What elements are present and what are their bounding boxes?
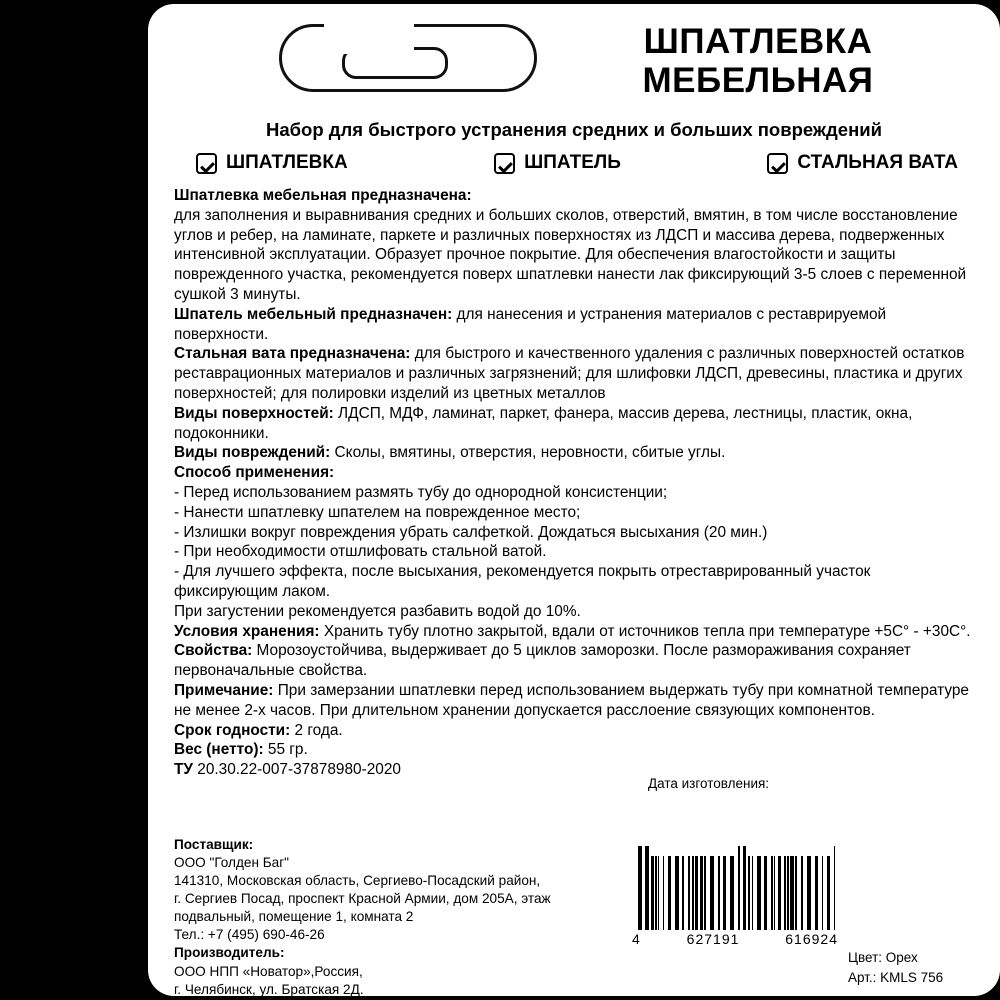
barcode-digit-left: 4 bbox=[632, 931, 641, 947]
section-text: Морозоустойчива, выдерживает до 5 циклов заморозки. После размораживания сохраняет первоначальные свойства. bbox=[174, 642, 911, 680]
section-heading: Шпатлевка мебельная предназначена: bbox=[174, 187, 472, 204]
description-body bbox=[174, 186, 974, 780]
supplier-line: г. Сергиев Посад, проспект Красной Армии, дом 205А, этаж bbox=[174, 891, 551, 907]
section-text: 2 года. bbox=[290, 721, 343, 739]
section-tu-standard bbox=[174, 760, 974, 780]
section-text: для нанесения и устранения материалов с реставрируемой поверхности. bbox=[174, 305, 887, 343]
title-line-1: ШПАТЛЕВКА bbox=[643, 22, 873, 61]
usage-step: - Излишки вокруг повреждения убрать салфеткой. Дождаться высыхания (20 мин.) bbox=[174, 523, 768, 541]
section-heading: Способ применения: bbox=[174, 464, 335, 482]
barcode bbox=[632, 846, 838, 947]
section-heading: Срок годности: bbox=[174, 721, 291, 739]
section-heading: Виды поверхностей: bbox=[174, 404, 334, 422]
section-heading: Виды повреждений: bbox=[174, 444, 331, 462]
supplier-line: подвальный, помещение 1, комната 2 bbox=[174, 909, 414, 925]
usage-step: - При необходимости отшлифовать стальной ватой. bbox=[174, 543, 547, 561]
title-line-2: МЕБЕЛЬНАЯ bbox=[642, 61, 874, 101]
subtitle: Набор для быстрого устранения средних и больших повреждений bbox=[265, 119, 883, 140]
product-label-card bbox=[148, 4, 1000, 996]
section-text: 55 гр. bbox=[263, 741, 308, 759]
section-text: для заполнения и выравнивания средних и больших сколов, отверстий, вмятин, в том числе восстановление углов и ребер, на ламинате, паркете и различных поверхностях из ЛДСП и массива дерева, подверженных интенсивной эксплуатации. Образует прочное покрытие. Для обеспечения влагостойкости и защиты поврежденного участка, рекомендуется поверх шпатлевки нанести лак фиксирующий 3-5 слоев с переменной сушкой 3 минуты. bbox=[174, 206, 967, 303]
section-usage-heading bbox=[174, 463, 974, 483]
section-heading: Примечание: bbox=[174, 681, 274, 699]
section-weight bbox=[174, 740, 974, 760]
section-heading: ТУ bbox=[174, 761, 193, 779]
product-meta bbox=[848, 948, 943, 987]
section-purpose-spatula bbox=[174, 305, 974, 345]
barcode-group-2: 616924 bbox=[785, 931, 838, 947]
supplier-heading: Поставщик: bbox=[174, 837, 254, 852]
checklist-label: ШПАТЕЛЬ bbox=[524, 152, 621, 173]
section-heading: Шпатель мебельный предназначен: bbox=[174, 305, 453, 323]
section-shelf-life bbox=[174, 721, 974, 741]
section-heading: Условия хранения: bbox=[174, 622, 320, 640]
section-heading: Вес (нетто): bbox=[174, 741, 264, 759]
barcode-group-1: 627191 bbox=[686, 931, 740, 947]
checkbox-checked-icon bbox=[494, 153, 515, 174]
barcode-digits bbox=[632, 931, 838, 947]
section-purpose-steelwool bbox=[174, 344, 974, 403]
checklist-item-shpatlevka bbox=[196, 152, 348, 174]
checklist-label: ШПАТЛЕВКА bbox=[226, 152, 348, 173]
section-text: Хранить тубу плотно закрытой, вдали от источников тепла при температуре +5С° - +30С°. bbox=[319, 622, 971, 640]
manufacture-date-label: Дата изготовления: bbox=[648, 776, 770, 791]
checklist-item-shpatel bbox=[494, 152, 621, 174]
usage-step: - Перед использованием размять тубу до однородной консистенции; bbox=[174, 483, 668, 501]
section-properties bbox=[174, 641, 974, 681]
section-surface-types bbox=[174, 404, 974, 444]
supplier-block bbox=[174, 836, 644, 996]
usage-step: - Для лучшего эффекта, после высыхания, рекомендуется покрыть отреставрированный участок фиксирующим лаком. bbox=[174, 563, 871, 600]
checklist-item-stalnaya-vata bbox=[767, 152, 958, 174]
supplier-line: ООО "Голден Баг" bbox=[174, 855, 290, 871]
barcode-bars bbox=[638, 846, 838, 930]
section-damage-types bbox=[174, 443, 974, 463]
supplier-line: 141310, Московская область, Сергиево-Посадский район, bbox=[174, 873, 541, 889]
checklist-label: СТАЛЬНАЯ ВАТА bbox=[797, 152, 958, 173]
section-text: При замерзании шпатлевки перед использованием выдержать тубу при комнатной температуре не менее 2-х часов. При длительном хранении допускается расслоение связующих компонентов. bbox=[174, 681, 969, 719]
section-text: для быстрого и качественного удаления с различных поверхностей остатков реставрационных материалов и различных загрязнений; для шлифовки ЛДСП, древесины, пластика и других поверхностей; для полировки изделий из цветных металлов bbox=[174, 345, 965, 402]
checkbox-checked-icon bbox=[196, 153, 217, 174]
checkbox-checked-icon bbox=[767, 153, 788, 174]
section-text: Сколы, вмятины, отверстия, неровности, сбитые углы. bbox=[330, 444, 726, 462]
section-text: ЛДСП, МДФ, ламинат, паркет, фанера, массив дерева, лестницы, пластик, окна, подоконники. bbox=[174, 404, 913, 442]
producer-line: г. Челябинск, ул. Братская 2Д. bbox=[174, 981, 364, 996]
dilution-note: При загустении рекомендуется разбавить водой до 10%. bbox=[174, 602, 581, 620]
section-note bbox=[174, 681, 974, 721]
product-color: Цвет: Орех bbox=[848, 950, 918, 965]
section-purpose-filler bbox=[174, 186, 974, 305]
contents-checklist bbox=[178, 152, 978, 174]
producer-line: ООО НПП «Новатор»,Россия, bbox=[174, 963, 363, 979]
product-article: Арт.: KMLS 756 bbox=[848, 969, 944, 985]
usage-step: - Нанести шпатлевку шпателем на поврежденное место; bbox=[174, 503, 581, 521]
section-heading: Стальная вата предназначена: bbox=[174, 345, 411, 363]
page-title bbox=[528, 22, 988, 100]
producer-heading: Производитель: bbox=[174, 945, 285, 961]
section-storage bbox=[174, 622, 974, 642]
supplier-phone: Тел.: +7 (495) 690-46-26 bbox=[174, 927, 325, 943]
section-heading: Свойства: bbox=[174, 642, 253, 660]
hang-hole-bridge bbox=[324, 18, 414, 54]
section-text: 20.30.22-007-37878980-2020 bbox=[192, 761, 401, 779]
